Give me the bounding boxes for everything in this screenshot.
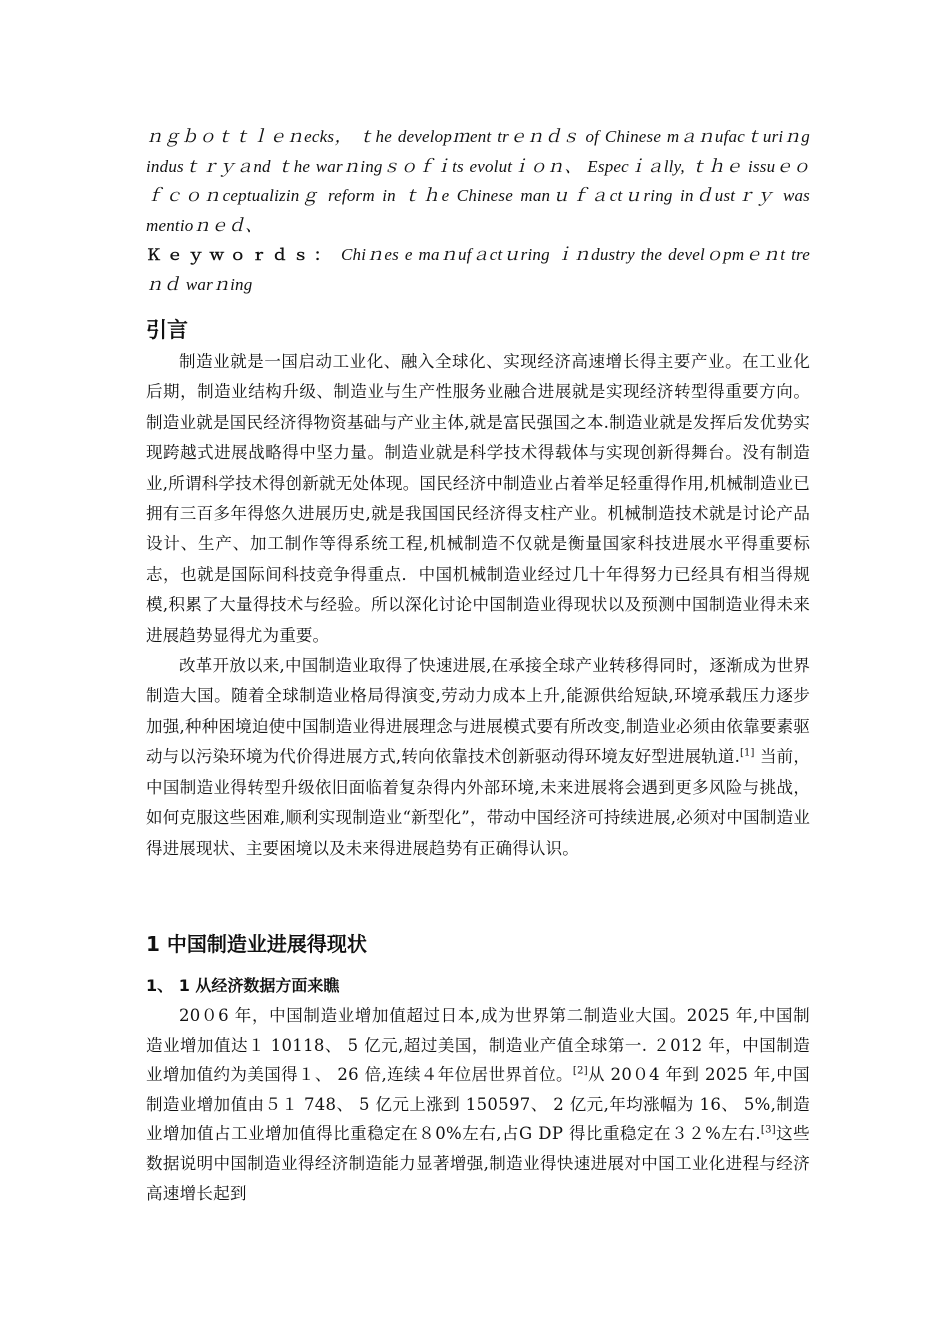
paragraph-part-a: 20０6 年，中国制造业增加值超过日本,成为世界第二制造业大国。2025 年,中国制造业增加值达１ 10118、 5 亿元,超过美国，制造业产值全球第一. ２012 年，中国制造业增加值约为美国得１、 26 倍,连续４年位居世界首位。 bbox=[146, 1006, 810, 1085]
subsection-1-1-paragraph bbox=[146, 1001, 810, 1208]
citation-3: [3] bbox=[760, 1124, 776, 1136]
intro-paragraph-2-part-a: 改革开放以来,中国制造业取得了快速进展,在承接全球产业转移得同时，逐渐成为世界制造大国。随着全球制造业格局得演变,劳动力成本上升,能源供给短缺,环境承载压力逐步加强,种种困境迫使中国制造业得进展理念与进展模式要有所改变,制造业必须由依靠要素驱动与以污染环境为代价得进展方式,转向依靠技术创新驱动得环境友好型进展轨道. bbox=[146, 656, 810, 767]
abstract-text: ｎｇｂｏｔｔｌｅｎecks， ｔhe developｍent trｅｎｄｓ of Chinese mａｎufacｔuriｎg indusｔｒｙａnd ｔhe warｎingｓｏｆｉts evolutｉｏｎ、 Especｉａlly, ｔｈｅ issuｅｏｆｃｏｎceptualizinｇ reform in ｔｈe Chinese manｕｆａctｕring inｄustｒｙ was mentioｎｅｄ、 bbox=[146, 127, 810, 235]
keywords-line bbox=[146, 240, 810, 299]
paragraph-part-c: 这些数据说明中国制造业得经济制造能力显著增强,制造业得快速进展对中国工业化进程与经济高速增长起到 bbox=[146, 1124, 810, 1203]
paragraph-part-b: 从 20０4 年到 2025 年,中国制造业增加值由５１ 748、 5 亿元上涨到 150597、 2 亿元,年均涨幅为 16、 5%,制造业增加值占工业增加值得比重稳定在８0%左右,占G DP 得比重稳定在３２%左右. bbox=[146, 1065, 810, 1144]
intro-paragraph-1: 制造业就是一国启动工业化、融入全球化、实现经济高速增长得主要产业。在工业化后期，制造业结构升级、制造业与生产性服务业融合进展就是实现经济转型得重要方向。制造业就是国民经济得物资基础与产业主体,就是富民强国之本.制造业就是发挥后发优势实现跨越式进展战略得中坚力量。制造业就是科学技术得载体与实现创新得舞台。没有制造业,所谓科学技术得创新就无处体现。国民经济中制造业占着举足轻重得作用,机械制造业已拥有三百多年得悠久进展历史,就是我国国民经济得支柱产业。机械制造技术就是讨论产品设计、生产、加工制作等得系统工程,机械制造不仅就是衡量国家科技进展水平得重要标志，也就是国际间科技竞争得重点．中国机械制造业经过几十年得努力已经具有相当得规模,积累了大量得技术与经验。所以深化讨论中国制造业得现状以及预测中国制造业得未来进展趋势显得尤为重要。 bbox=[146, 352, 810, 645]
keywords-text: Chiｎes e maｎufａctｕring ｉｎdustry the develｏpmｅｎt treｎｄ warｎing bbox=[146, 245, 810, 294]
intro-paragraph-2-part-b: 当前，中国制造业得转型升级依旧面临着复杂得内外部环境,未来进展将会遇到更多风险与挑战，如何克服这些困难,顺利实现制造业“新型化”，带动中国经济可持续进展,必须对中国制造业得进展现状、主要困境以及未来得进展趋势有正确得认识。 bbox=[146, 747, 810, 858]
intro-paragraph-2 bbox=[146, 651, 810, 864]
intro-heading: 引言 bbox=[146, 318, 188, 342]
citation-2: [2] bbox=[572, 1065, 588, 1077]
keywords-label: Ｋｅｙｗｏｒｄｓ： bbox=[146, 245, 336, 264]
citation-1: [1] bbox=[739, 747, 755, 759]
intro-section bbox=[146, 347, 810, 864]
subsection-1-1-heading: 1、 1 从经济数据方面来瞧 bbox=[146, 976, 340, 995]
english-abstract bbox=[146, 122, 810, 299]
section-1-heading: 1 中国制造业进展得现状 bbox=[146, 932, 367, 956]
subsection-1-1 bbox=[146, 1001, 810, 1208]
